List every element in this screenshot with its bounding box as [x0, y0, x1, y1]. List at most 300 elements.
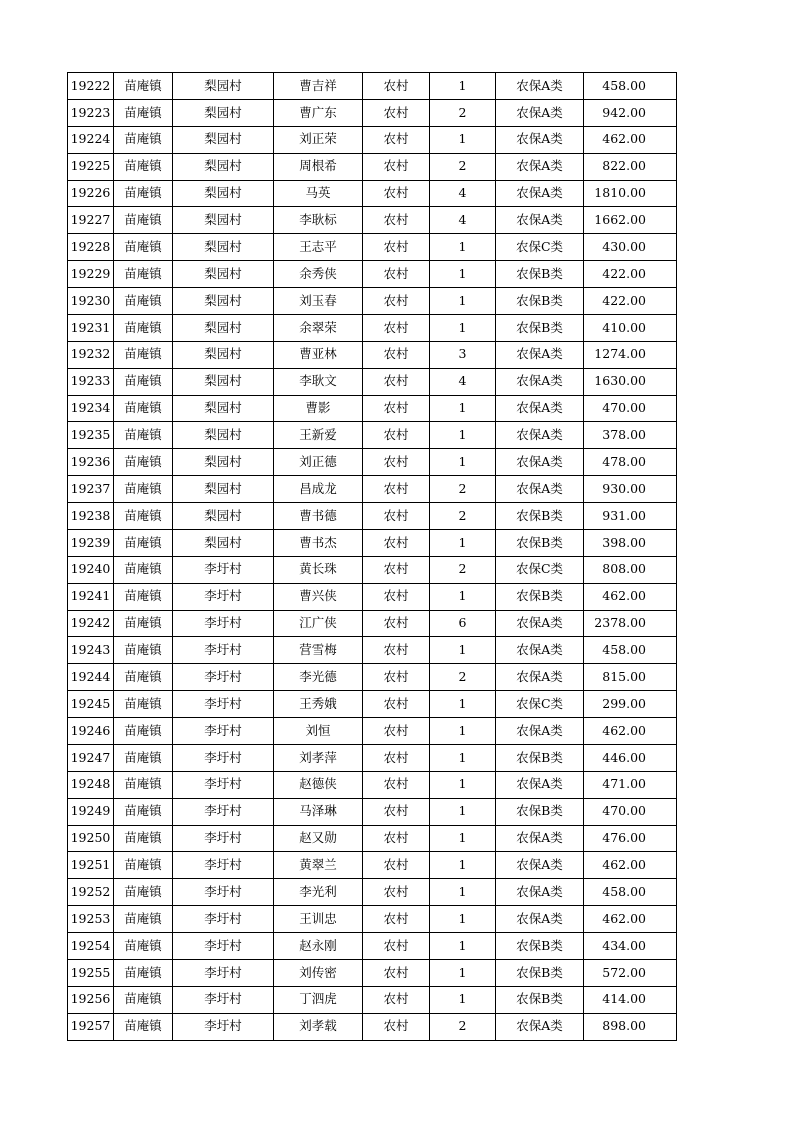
village-cell: 李圩村	[173, 610, 274, 637]
record-id-cell: 19222	[68, 73, 114, 100]
area-type-cell: 农村	[363, 664, 430, 691]
record-id-cell: 19223	[68, 99, 114, 126]
record-id-cell: 19254	[68, 933, 114, 960]
village-cell: 梨园村	[173, 126, 274, 153]
area-type-cell: 农村	[363, 368, 430, 395]
amount-cell: 470.00	[584, 395, 677, 422]
insurance-category-cell: 农保A类	[496, 637, 584, 664]
data-table	[67, 72, 677, 1041]
town-cell: 苗庵镇	[114, 933, 173, 960]
insurance-category-cell: 农保A类	[496, 341, 584, 368]
insurance-category-cell: 农保B类	[496, 798, 584, 825]
record-id-cell: 19248	[68, 771, 114, 798]
person-name-cell: 黄长珠	[274, 556, 363, 583]
record-id-cell: 19249	[68, 798, 114, 825]
area-type-cell: 农村	[363, 637, 430, 664]
insurance-category-cell: 农保B类	[496, 529, 584, 556]
town-cell: 苗庵镇	[114, 959, 173, 986]
town-cell: 苗庵镇	[114, 126, 173, 153]
insurance-category-cell: 农保C类	[496, 691, 584, 718]
person-name-cell: 丁泗虎	[274, 986, 363, 1013]
village-cell: 李圩村	[173, 1013, 274, 1040]
table-row	[68, 288, 677, 315]
table-row	[68, 73, 677, 100]
person-name-cell: 黄翠兰	[274, 852, 363, 879]
record-id-cell: 19224	[68, 126, 114, 153]
record-id-cell: 19246	[68, 718, 114, 745]
village-cell: 李圩村	[173, 637, 274, 664]
town-cell: 苗庵镇	[114, 610, 173, 637]
record-id-cell: 19231	[68, 314, 114, 341]
area-type-cell: 农村	[363, 529, 430, 556]
village-cell: 李圩村	[173, 556, 274, 583]
insurance-category-cell: 农保A类	[496, 99, 584, 126]
area-type-cell: 农村	[363, 959, 430, 986]
person-name-cell: 李耿文	[274, 368, 363, 395]
village-cell: 梨园村	[173, 529, 274, 556]
town-cell: 苗庵镇	[114, 879, 173, 906]
table-row	[68, 234, 677, 261]
amount-cell: 1662.00	[584, 207, 677, 234]
amount-cell: 458.00	[584, 73, 677, 100]
record-id-cell: 19242	[68, 610, 114, 637]
area-type-cell: 农村	[363, 583, 430, 610]
household-count-cell: 1	[430, 583, 496, 610]
person-name-cell: 曹书德	[274, 503, 363, 530]
household-count-cell: 1	[430, 879, 496, 906]
insurance-category-cell: 农保B类	[496, 959, 584, 986]
amount-cell: 1274.00	[584, 341, 677, 368]
table-row	[68, 395, 677, 422]
amount-cell: 458.00	[584, 879, 677, 906]
area-type-cell: 农村	[363, 449, 430, 476]
table-row	[68, 261, 677, 288]
table-row	[68, 529, 677, 556]
table-row	[68, 314, 677, 341]
household-count-cell: 1	[430, 718, 496, 745]
record-id-cell: 19228	[68, 234, 114, 261]
table-row	[68, 852, 677, 879]
area-type-cell: 农村	[363, 691, 430, 718]
person-name-cell: 曹吉祥	[274, 73, 363, 100]
person-name-cell: 昌成龙	[274, 476, 363, 503]
town-cell: 苗庵镇	[114, 1013, 173, 1040]
person-name-cell: 李耿标	[274, 207, 363, 234]
person-name-cell: 曹书杰	[274, 529, 363, 556]
table-row	[68, 99, 677, 126]
village-cell: 梨园村	[173, 153, 274, 180]
table-row	[68, 341, 677, 368]
household-count-cell: 2	[430, 664, 496, 691]
table-row	[68, 691, 677, 718]
village-cell: 李圩村	[173, 664, 274, 691]
household-count-cell: 1	[430, 986, 496, 1013]
amount-cell: 471.00	[584, 771, 677, 798]
insurance-category-cell: 农保A类	[496, 395, 584, 422]
household-count-cell: 1	[430, 73, 496, 100]
village-cell: 梨园村	[173, 449, 274, 476]
town-cell: 苗庵镇	[114, 288, 173, 315]
amount-cell: 930.00	[584, 476, 677, 503]
record-id-cell: 19226	[68, 180, 114, 207]
amount-cell: 476.00	[584, 825, 677, 852]
person-name-cell: 曹兴侠	[274, 583, 363, 610]
area-type-cell: 农村	[363, 180, 430, 207]
amount-cell: 430.00	[584, 234, 677, 261]
person-name-cell: 马英	[274, 180, 363, 207]
amount-cell: 414.00	[584, 986, 677, 1013]
area-type-cell: 农村	[363, 476, 430, 503]
area-type-cell: 农村	[363, 314, 430, 341]
village-cell: 梨园村	[173, 395, 274, 422]
record-id-cell: 19250	[68, 825, 114, 852]
record-id-cell: 19252	[68, 879, 114, 906]
person-name-cell: 刘恒	[274, 718, 363, 745]
household-count-cell: 1	[430, 529, 496, 556]
amount-cell: 942.00	[584, 99, 677, 126]
village-cell: 梨园村	[173, 341, 274, 368]
table-row	[68, 422, 677, 449]
table-row	[68, 153, 677, 180]
insurance-category-cell: 农保A类	[496, 906, 584, 933]
insurance-category-cell: 农保A类	[496, 180, 584, 207]
person-name-cell: 刘正荣	[274, 126, 363, 153]
village-cell: 梨园村	[173, 261, 274, 288]
area-type-cell: 农村	[363, 986, 430, 1013]
village-cell: 李圩村	[173, 718, 274, 745]
town-cell: 苗庵镇	[114, 341, 173, 368]
record-id-cell: 19234	[68, 395, 114, 422]
household-count-cell: 1	[430, 906, 496, 933]
household-count-cell: 3	[430, 341, 496, 368]
person-name-cell: 王新爱	[274, 422, 363, 449]
village-cell: 梨园村	[173, 368, 274, 395]
town-cell: 苗庵镇	[114, 368, 173, 395]
amount-cell: 434.00	[584, 933, 677, 960]
person-name-cell: 刘玉春	[274, 288, 363, 315]
insurance-category-cell: 农保A类	[496, 610, 584, 637]
area-type-cell: 农村	[363, 99, 430, 126]
town-cell: 苗庵镇	[114, 771, 173, 798]
area-type-cell: 农村	[363, 718, 430, 745]
table-row	[68, 664, 677, 691]
person-name-cell: 刘孝载	[274, 1013, 363, 1040]
town-cell: 苗庵镇	[114, 449, 173, 476]
amount-cell: 446.00	[584, 744, 677, 771]
household-count-cell: 1	[430, 771, 496, 798]
table-row	[68, 933, 677, 960]
household-count-cell: 2	[430, 556, 496, 583]
town-cell: 苗庵镇	[114, 556, 173, 583]
town-cell: 苗庵镇	[114, 986, 173, 1013]
household-count-cell: 4	[430, 368, 496, 395]
person-name-cell: 刘正德	[274, 449, 363, 476]
household-count-cell: 1	[430, 422, 496, 449]
insurance-category-cell: 农保C类	[496, 234, 584, 261]
amount-cell: 1630.00	[584, 368, 677, 395]
area-type-cell: 农村	[363, 610, 430, 637]
insurance-category-cell: 农保B类	[496, 261, 584, 288]
person-name-cell: 曹影	[274, 395, 363, 422]
area-type-cell: 农村	[363, 556, 430, 583]
town-cell: 苗庵镇	[114, 395, 173, 422]
town-cell: 苗庵镇	[114, 852, 173, 879]
town-cell: 苗庵镇	[114, 314, 173, 341]
insurance-category-cell: 农保A类	[496, 771, 584, 798]
amount-cell: 808.00	[584, 556, 677, 583]
amount-cell: 2378.00	[584, 610, 677, 637]
town-cell: 苗庵镇	[114, 476, 173, 503]
amount-cell: 470.00	[584, 798, 677, 825]
household-count-cell: 2	[430, 1013, 496, 1040]
area-type-cell: 农村	[363, 422, 430, 449]
household-count-cell: 2	[430, 99, 496, 126]
insurance-category-cell: 农保B类	[496, 503, 584, 530]
record-id-cell: 19243	[68, 637, 114, 664]
insurance-category-cell: 农保A类	[496, 207, 584, 234]
village-cell: 梨园村	[173, 234, 274, 261]
person-name-cell: 赵永刚	[274, 933, 363, 960]
record-id-cell: 19241	[68, 583, 114, 610]
insurance-category-cell: 农保A类	[496, 368, 584, 395]
household-count-cell: 1	[430, 288, 496, 315]
insurance-category-cell: 农保A类	[496, 73, 584, 100]
amount-cell: 815.00	[584, 664, 677, 691]
person-name-cell: 江广侠	[274, 610, 363, 637]
table-row	[68, 718, 677, 745]
area-type-cell: 农村	[363, 73, 430, 100]
village-cell: 梨园村	[173, 207, 274, 234]
town-cell: 苗庵镇	[114, 180, 173, 207]
area-type-cell: 农村	[363, 207, 430, 234]
table-row	[68, 503, 677, 530]
area-type-cell: 农村	[363, 771, 430, 798]
table-row	[68, 180, 677, 207]
person-name-cell: 曹广东	[274, 99, 363, 126]
village-cell: 李圩村	[173, 852, 274, 879]
person-name-cell: 赵又勋	[274, 825, 363, 852]
insurance-category-cell: 农保C类	[496, 556, 584, 583]
record-id-cell: 19256	[68, 986, 114, 1013]
village-cell: 梨园村	[173, 476, 274, 503]
household-count-cell: 1	[430, 449, 496, 476]
village-cell: 梨园村	[173, 180, 274, 207]
town-cell: 苗庵镇	[114, 718, 173, 745]
household-count-cell: 2	[430, 476, 496, 503]
table-row	[68, 744, 677, 771]
household-count-cell: 1	[430, 234, 496, 261]
village-cell: 梨园村	[173, 288, 274, 315]
table-row	[68, 771, 677, 798]
area-type-cell: 农村	[363, 879, 430, 906]
amount-cell: 462.00	[584, 718, 677, 745]
village-cell: 李圩村	[173, 879, 274, 906]
person-name-cell: 王训忠	[274, 906, 363, 933]
town-cell: 苗庵镇	[114, 825, 173, 852]
area-type-cell: 农村	[363, 395, 430, 422]
area-type-cell: 农村	[363, 288, 430, 315]
village-cell: 李圩村	[173, 771, 274, 798]
insurance-category-cell: 农保B类	[496, 314, 584, 341]
village-cell: 李圩村	[173, 744, 274, 771]
record-id-cell: 19253	[68, 906, 114, 933]
town-cell: 苗庵镇	[114, 798, 173, 825]
area-type-cell: 农村	[363, 744, 430, 771]
town-cell: 苗庵镇	[114, 664, 173, 691]
person-name-cell: 营雪梅	[274, 637, 363, 664]
town-cell: 苗庵镇	[114, 261, 173, 288]
record-id-cell: 19240	[68, 556, 114, 583]
record-id-cell: 19227	[68, 207, 114, 234]
insurance-category-cell: 农保B类	[496, 744, 584, 771]
record-id-cell: 19225	[68, 153, 114, 180]
amount-cell: 458.00	[584, 637, 677, 664]
household-count-cell: 4	[430, 207, 496, 234]
amount-cell: 462.00	[584, 906, 677, 933]
town-cell: 苗庵镇	[114, 637, 173, 664]
person-name-cell: 王秀娥	[274, 691, 363, 718]
household-count-cell: 1	[430, 126, 496, 153]
village-cell: 李圩村	[173, 986, 274, 1013]
amount-cell: 398.00	[584, 529, 677, 556]
household-count-cell: 1	[430, 691, 496, 718]
record-id-cell: 19251	[68, 852, 114, 879]
village-cell: 李圩村	[173, 906, 274, 933]
household-count-cell: 1	[430, 395, 496, 422]
table-row	[68, 583, 677, 610]
table-row	[68, 959, 677, 986]
amount-cell: 1810.00	[584, 180, 677, 207]
table-row	[68, 610, 677, 637]
village-cell: 梨园村	[173, 314, 274, 341]
insurance-category-cell: 农保A类	[496, 718, 584, 745]
record-id-cell: 19233	[68, 368, 114, 395]
insurance-category-cell: 农保A类	[496, 449, 584, 476]
person-name-cell: 李光德	[274, 664, 363, 691]
town-cell: 苗庵镇	[114, 207, 173, 234]
area-type-cell: 农村	[363, 234, 430, 261]
record-id-cell: 19232	[68, 341, 114, 368]
amount-cell: 422.00	[584, 261, 677, 288]
village-cell: 梨园村	[173, 422, 274, 449]
table-row	[68, 879, 677, 906]
table-row	[68, 556, 677, 583]
table-row	[68, 825, 677, 852]
amount-cell: 410.00	[584, 314, 677, 341]
household-count-cell: 4	[430, 180, 496, 207]
household-count-cell: 6	[430, 610, 496, 637]
table-row	[68, 207, 677, 234]
record-id-cell: 19230	[68, 288, 114, 315]
table-row	[68, 368, 677, 395]
village-cell: 李圩村	[173, 933, 274, 960]
area-type-cell: 农村	[363, 341, 430, 368]
record-id-cell: 19237	[68, 476, 114, 503]
person-name-cell: 李光利	[274, 879, 363, 906]
insurance-category-cell: 农保A类	[496, 825, 584, 852]
town-cell: 苗庵镇	[114, 73, 173, 100]
table-row	[68, 906, 677, 933]
record-id-cell: 19244	[68, 664, 114, 691]
area-type-cell: 农村	[363, 261, 430, 288]
village-cell: 梨园村	[173, 503, 274, 530]
amount-cell: 822.00	[584, 153, 677, 180]
town-cell: 苗庵镇	[114, 529, 173, 556]
record-id-cell: 19235	[68, 422, 114, 449]
area-type-cell: 农村	[363, 1013, 430, 1040]
record-id-cell: 19229	[68, 261, 114, 288]
insurance-category-cell: 农保A类	[496, 1013, 584, 1040]
table-row	[68, 986, 677, 1013]
insurance-category-cell: 农保A类	[496, 852, 584, 879]
insurance-category-cell: 农保B类	[496, 583, 584, 610]
town-cell: 苗庵镇	[114, 744, 173, 771]
area-type-cell: 农村	[363, 126, 430, 153]
household-count-cell: 1	[430, 744, 496, 771]
table-body	[68, 73, 677, 1041]
town-cell: 苗庵镇	[114, 583, 173, 610]
insurance-category-cell: 农保A类	[496, 153, 584, 180]
town-cell: 苗庵镇	[114, 99, 173, 126]
table-row	[68, 449, 677, 476]
record-id-cell: 19238	[68, 503, 114, 530]
table-row	[68, 476, 677, 503]
record-id-cell: 19245	[68, 691, 114, 718]
person-name-cell: 王志平	[274, 234, 363, 261]
town-cell: 苗庵镇	[114, 422, 173, 449]
person-name-cell: 刘传密	[274, 959, 363, 986]
insurance-category-cell: 农保A类	[496, 422, 584, 449]
household-count-cell: 1	[430, 798, 496, 825]
area-type-cell: 农村	[363, 825, 430, 852]
village-cell: 李圩村	[173, 959, 274, 986]
amount-cell: 462.00	[584, 126, 677, 153]
insurance-category-cell: 农保A类	[496, 476, 584, 503]
person-name-cell: 马泽琳	[274, 798, 363, 825]
record-id-cell: 19247	[68, 744, 114, 771]
household-count-cell: 1	[430, 825, 496, 852]
insurance-category-cell: 农保B类	[496, 986, 584, 1013]
household-count-cell: 2	[430, 503, 496, 530]
person-name-cell: 赵德侠	[274, 771, 363, 798]
area-type-cell: 农村	[363, 852, 430, 879]
town-cell: 苗庵镇	[114, 691, 173, 718]
town-cell: 苗庵镇	[114, 503, 173, 530]
household-count-cell: 1	[430, 637, 496, 664]
village-cell: 李圩村	[173, 691, 274, 718]
household-count-cell: 1	[430, 314, 496, 341]
amount-cell: 299.00	[584, 691, 677, 718]
insurance-category-cell: 农保A类	[496, 664, 584, 691]
table-row	[68, 126, 677, 153]
household-count-cell: 2	[430, 153, 496, 180]
amount-cell: 898.00	[584, 1013, 677, 1040]
town-cell: 苗庵镇	[114, 906, 173, 933]
record-id-cell: 19255	[68, 959, 114, 986]
village-cell: 梨园村	[173, 73, 274, 100]
amount-cell: 478.00	[584, 449, 677, 476]
town-cell: 苗庵镇	[114, 153, 173, 180]
area-type-cell: 农村	[363, 906, 430, 933]
village-cell: 梨园村	[173, 99, 274, 126]
table-row	[68, 637, 677, 664]
table-row	[68, 798, 677, 825]
household-count-cell: 1	[430, 852, 496, 879]
insurance-category-cell: 农保B类	[496, 288, 584, 315]
insurance-category-cell: 农保B类	[496, 933, 584, 960]
person-name-cell: 曹亚林	[274, 341, 363, 368]
person-name-cell: 余翠荣	[274, 314, 363, 341]
